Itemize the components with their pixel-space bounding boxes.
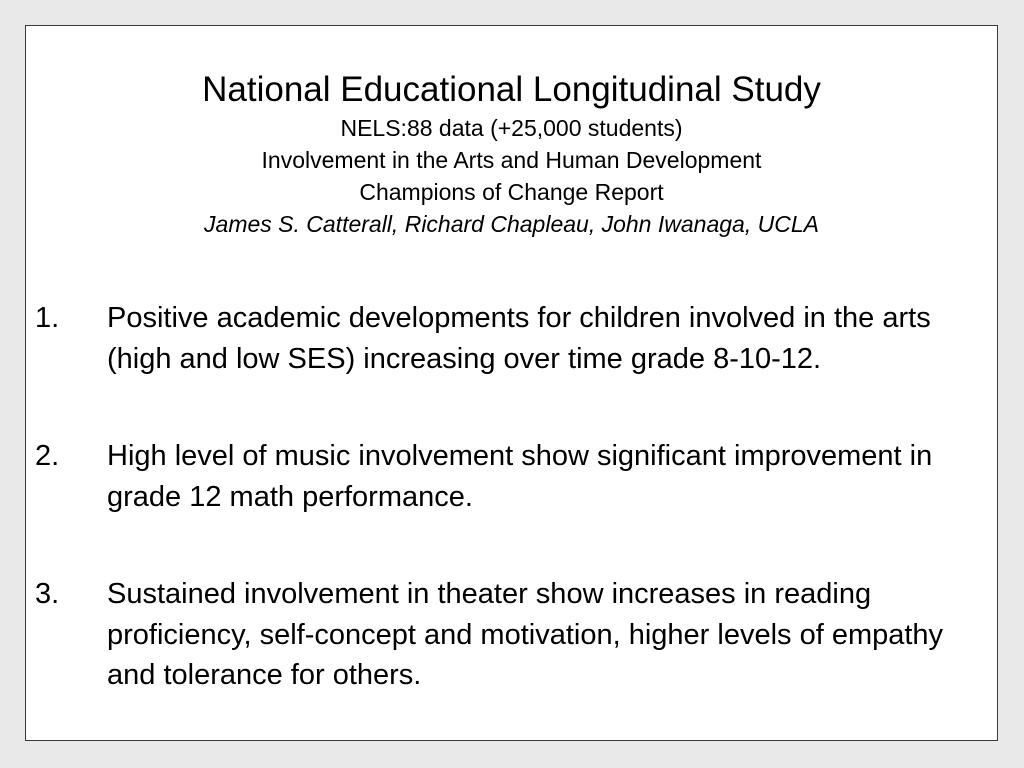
item-text: Sustained involvement in theater show increases in reading proficiency, self-concept and motivation, higher levels of empathy and tolerance for others. (107, 578, 944, 691)
list-item (35, 298, 990, 379)
list-item (35, 574, 990, 696)
item-number: 2. (35, 440, 60, 472)
item-number: 3. (35, 578, 60, 610)
authors-line: James S. Catterall, Richard Chapleau, John Iwanaga, UCLA (204, 211, 819, 237)
slide-title: National Educational Longitudinal Study (202, 70, 821, 109)
report-name-subtitle: Champions of Change Report (359, 179, 664, 205)
item-text: High level of music involvement show significant improvement in grade 12 math performance. (107, 440, 933, 513)
findings-list (35, 298, 990, 696)
item-text: Positive academic developments for children involved in the arts (high and low SES) increasing over time grade 8-10-12. (107, 302, 931, 375)
slide (25, 25, 998, 741)
list-item (35, 436, 990, 517)
data-source-subtitle: NELS:88 data (+25,000 students) (340, 115, 683, 141)
item-number: 1. (35, 302, 60, 334)
title-block (26, 70, 997, 240)
study-topic-subtitle: Involvement in the Arts and Human Development (261, 147, 762, 173)
